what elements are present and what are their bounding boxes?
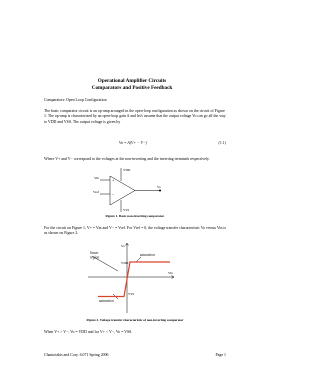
plus-terminal: + <box>112 177 115 183</box>
document-subtitle: Comparators and Positive Feedback <box>91 84 173 91</box>
minus-terminal: − <box>112 192 115 197</box>
equation-expression: Vo = A(V+ − V−) <box>119 141 147 145</box>
vin-label: Vin <box>94 176 99 180</box>
footer-authors: Chaniotakis and Cory. 6.071 Spring 2006 <box>44 353 109 357</box>
saturation-bottom-label: saturation <box>99 299 114 303</box>
paragraph-figure-ref: For the circuit on Figure 1, V+ = Vin and V− = Vref. For Vref = 0, the voltage transfer characteristic Vo versus Vin is as shown on Figure 2. <box>44 226 227 236</box>
vdd-label: VDD <box>123 168 131 172</box>
saturation-top-pointer <box>136 257 141 262</box>
y-axis-label: Vo <box>121 244 125 248</box>
paragraph-terminals: Where V+ and V− correspond to the voltages at the non-inverting and the inverting terminals respectively. <box>44 157 210 161</box>
document-title: Operational Amplifier Circuits <box>97 78 167 84</box>
equation-number: (1.1) <box>218 141 226 145</box>
vdd-level-label: VDD <box>121 261 129 265</box>
figure-1-caption: Figure 1. Basic non-inverting comparator. <box>105 214 165 218</box>
vref-label: Vref <box>92 190 99 194</box>
figure-2-caption: Figure 2. Voltage transfer characteristic of non-inverting comparator <box>86 318 184 322</box>
vo-label: Vo <box>157 185 161 189</box>
vss-level-label: VSS <box>128 292 135 296</box>
paragraph-intro: The basic comparator circuit is an op-amp arranged in the open-loop configuration as shown on the circuit of Figure 1. The op-amp is characterized by an open-loop gain A and let's assume that the output voltage Vo can go all the way to VDD and VSS. The output voltage is given by <box>44 109 226 124</box>
x-axis-label: Vin <box>168 271 173 275</box>
vss-label: VSS <box>123 208 130 212</box>
footer-page-number: Page 1 <box>215 353 226 357</box>
linear-region-label-line1: linear <box>90 251 99 255</box>
paragraph-conclusion: When V+ > V−, Vo = VDD and for V+ < V−, Vo = VSS. <box>44 330 133 334</box>
page-footer <box>44 353 226 358</box>
linear-region-label-line2: region <box>90 255 100 260</box>
saturation-top-label: saturation <box>140 253 155 257</box>
section-heading: Comparators: Open Loop Configuration <box>44 98 107 102</box>
